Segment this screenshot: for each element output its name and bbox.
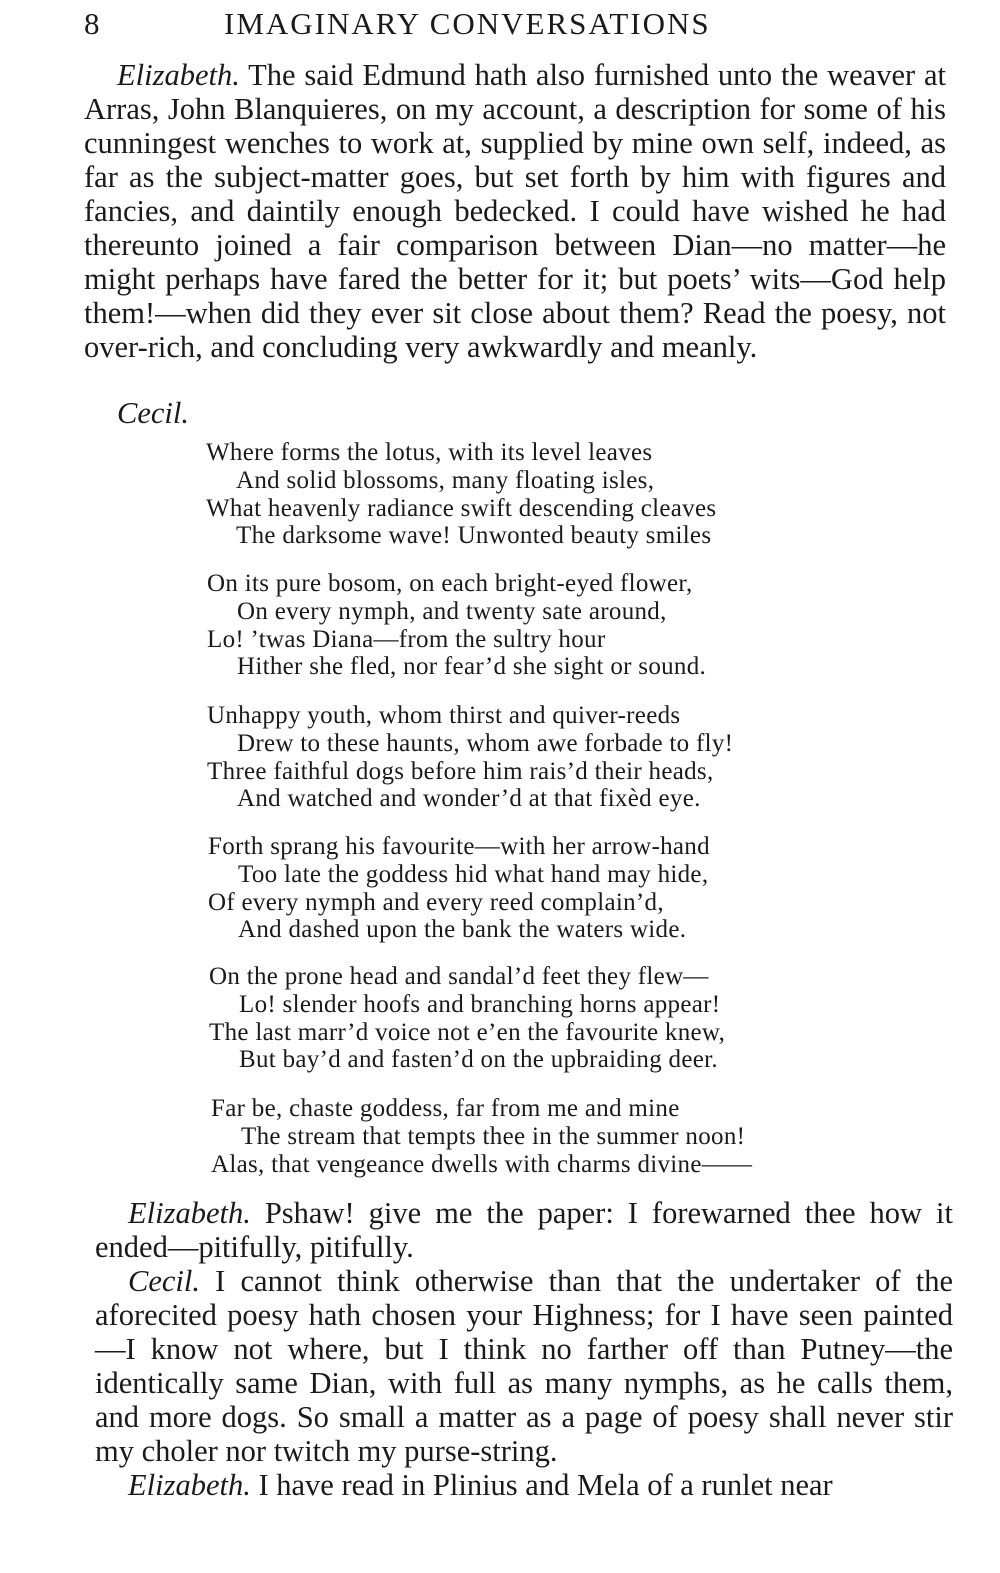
- poem-stanza: [209, 963, 725, 1074]
- poem-line: Of every nymph and every reed complain’d,: [208, 888, 664, 916]
- cecil-speech: [95, 1264, 953, 1468]
- opening-passage: [84, 58, 946, 364]
- poem-line: Alas, that vengeance dwells with charms divine——: [211, 1150, 753, 1178]
- poem-line: Unhappy youth, whom thirst and quiver-reeds: [207, 702, 681, 729]
- elizabeth-speech: [95, 1196, 953, 1264]
- poem-line: On its pure bosom, on each bright-eyed flower,: [207, 570, 693, 597]
- speaker-name: Elizabeth.: [117, 58, 240, 92]
- poem-line: Hither she fled, nor fear’d she sight or sound.: [237, 653, 707, 681]
- poem-line: Forth sprang his favourite—with her arrow-hand: [208, 833, 710, 860]
- speech-text: I have read in Plinius and Mela of a runlet near: [250, 1468, 833, 1502]
- poem-line: And watched and wonder’d at that fixèd eye.: [237, 785, 701, 813]
- poem-line: On every nymph, and twenty sate around,: [237, 597, 667, 625]
- poem-stanza: [206, 439, 716, 550]
- speech-text: I cannot think otherwise than that the undertaker of the aforecited poesy hath chosen your Highness; for I have seen painted—I know not where, but I think no farther off than Putney—the identically same Dian, with full as many nymphs, as he calls them, and more dogs. So small a matter as a page of poesy shall never stir my choler nor twitch my purse-string.: [95, 1264, 953, 1468]
- dialogue-passage: [95, 1196, 953, 1502]
- elizabeth-speech: [84, 58, 946, 364]
- poem-stanza: [207, 702, 733, 813]
- poem-line: Lo! slender hoofs and branching horns appear!: [239, 990, 721, 1018]
- poem-line: And dashed upon the bank the waters wide.: [238, 916, 687, 944]
- running-title: IMAGINARY CONVERSATIONS: [224, 6, 711, 41]
- running-head: [84, 4, 944, 44]
- poem-stanza: [211, 1095, 752, 1178]
- speech-text: The said Edmund hath also furnished unto the weaver at Arras, John Blanquieres, on my account, a description for some of his cunningest wenches to work at, supplied by mine own self, indeed, as far as the subject-matter goes, but set forth by him with figures and fancies, and daintily enough bedecked. I could have wished he had thereunto joined a fair comparison between Dian—no matter—he might perhaps have fared the better for it; but poets’ wits—God help them!—when did they ever sit close about them? Read the poesy, not over-rich, and concluding very awkwardly and meanly.: [84, 58, 946, 364]
- poem-line: The stream that tempts thee in the summer noon!: [241, 1122, 746, 1150]
- poem-line: And solid blossoms, many floating isles,: [236, 466, 655, 494]
- speaker-name: Elizabeth.: [128, 1196, 251, 1230]
- poem-line: Lo! ’twas Diana—from the sultry hour: [207, 625, 606, 653]
- poem-stanza: [208, 833, 710, 944]
- poem-line: Far be, chaste goddess, far from me and mine: [211, 1095, 680, 1122]
- poem-line: On the prone head and sandal’d feet they flew—: [209, 963, 709, 990]
- poem-line: The darksome wave! Unwonted beauty smiles: [236, 522, 712, 550]
- poem-line: But bay’d and fasten’d on the upbraiding deer.: [239, 1046, 718, 1074]
- elizabeth-speech: [95, 1468, 953, 1502]
- cecil-speaker-heading: Cecil.: [117, 396, 189, 430]
- poem-line: The last marr’d voice not e’en the favourite knew,: [209, 1018, 726, 1046]
- poem-stanza: [207, 570, 706, 681]
- speaker-name: Cecil.: [128, 1264, 200, 1298]
- speech-text: Pshaw! give me the paper: I forewarned thee how it ended—pitifully, pitifully.: [95, 1196, 953, 1264]
- poem-line: Where forms the lotus, with its level leaves: [206, 439, 653, 466]
- poem-line: Drew to these haunts, whom awe forbade to fly!: [237, 729, 734, 757]
- poem-line: Too late the goddess hid what hand may hide,: [238, 860, 709, 888]
- poem-line: Three faithful dogs before him rais’d their heads,: [207, 757, 714, 785]
- poem-line: What heavenly radiance swift descending cleaves: [206, 494, 717, 522]
- page-number: 8: [84, 6, 102, 41]
- speaker-name: Elizabeth.: [128, 1468, 251, 1502]
